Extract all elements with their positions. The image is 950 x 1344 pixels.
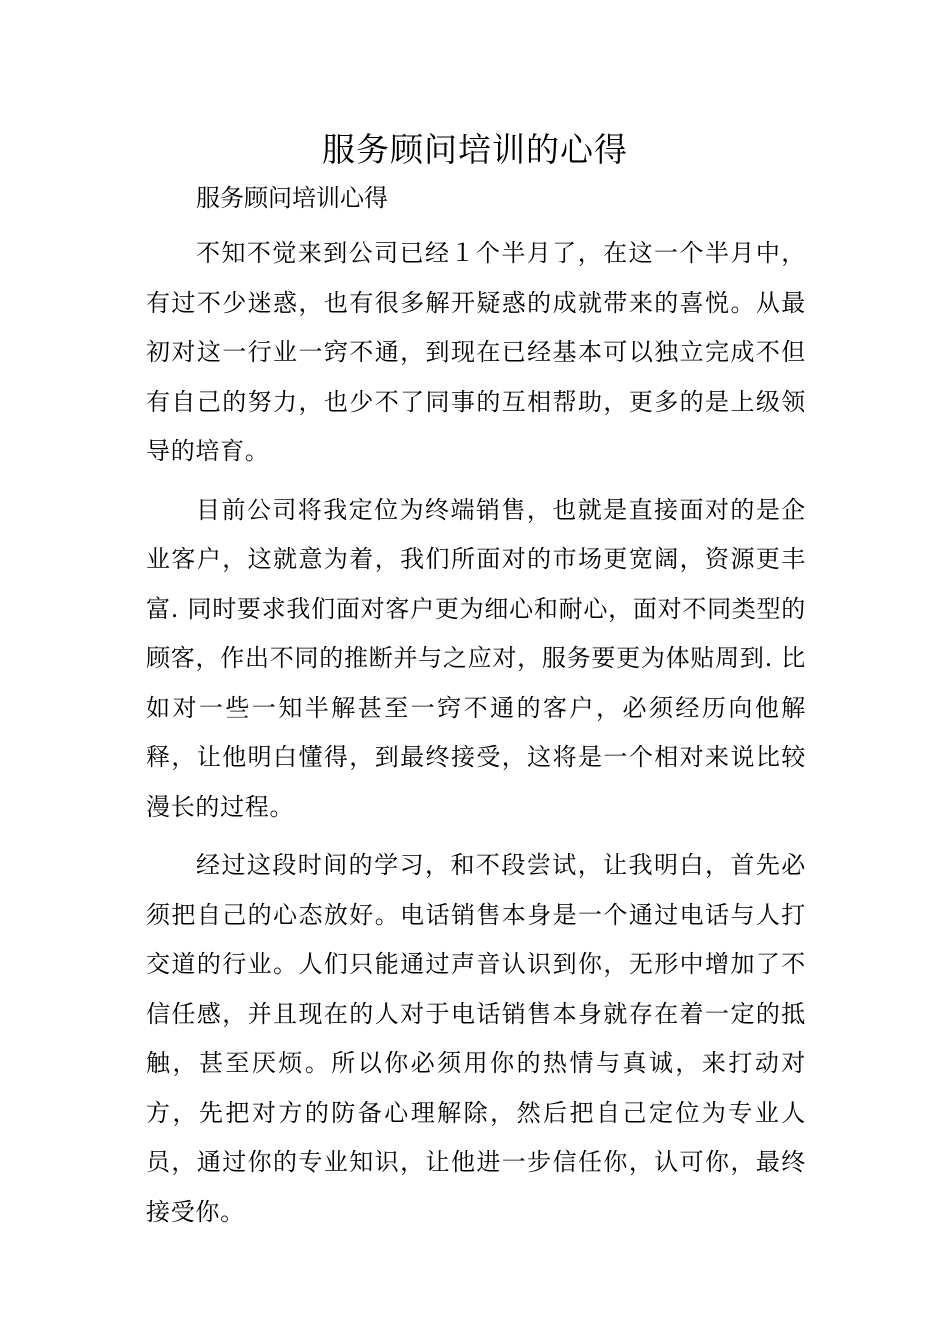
paragraph-1: 不知不觉来到公司已经１个半月了，在这一个半月中，有过不少迷惑，也有很多解开疑惑的成就带来的喜悦。从最初对这一行业一窍不通，到现在已经基本可以独立完成不但有自己的努力，也少不了同事的互相帮助，更多的是上级领导的培育。 [146, 239, 806, 465]
paragraph-2: 目前公司将我定位为终端销售，也就是直接面对的是企业客户，这就意为着，我们所面对的市场更宽阔，资源更丰富. 同时要求我们面对客户更为细心和耐心，面对不同类型的顾客，作出不同的推断并与之应对，服务要更为体贴周到. 比如对一些一知半解甚至一窍不通的客户，必须经历向他解释，让他明白懂得，到最终接受，这将是一个相对来说比较漫长的过程。 [146, 495, 806, 821]
paragraph-3: 经过这段时间的学习，和不段尝试，让我明白，首先必须把自己的心态放好。电话销售本身是一个通过电话与人打交道的行业。人们只能通过声音认识到你，无形中增加了不信任感，并且现在的人对于电话销售本身就存在着一定的抵触，甚至厌烦。所以你必须用你的热情与真诚，来打动对方，先把对方的防备心理解除，然后把自己定位为专业人员，通过你的专业知识，让他进一步信任你，认可你，最终接受你。 [146, 851, 806, 1226]
subtitle: 服务顾问培训心得 [196, 184, 388, 212]
document-body [146, 229, 806, 1246]
page-title: 服务顾问培训的心得 [322, 130, 628, 169]
